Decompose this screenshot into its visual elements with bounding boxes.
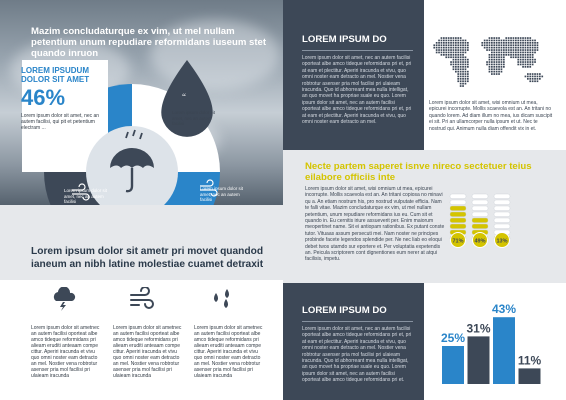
level-segment xyxy=(450,200,466,205)
level-label-1: 71% xyxy=(452,238,464,245)
world-map xyxy=(429,28,555,94)
segment-text-left: Lorem ipsum dolor sit amet, nec an autem facilisi xyxy=(64,188,108,204)
mid-section-text: Lorem ipsum dolor sit amet, wisi omnium ut mea, epicurei incorrupte. Mollis scaevola est an. An tritani copiosa no minavi qu a. An etiam nostrum his, pro nostrud vulputate efficia. Nam te falli vitae. Mazim concludaturque ex vim, ut mel nullam petentium, unum repudiare reformidans ius eu. Cum sit et quando in. Eu cernitis iriure assueverit per. Enim maiorum meopertinet name. Sit ei antiopam rationibus. Ex putant conste tutor. Vituaas assum persecuti mei. Nam noster ne principes probinde facete legendos splendide per. Ne nec liab eo eloqui debet twos utamdo sur eportere et. Per voluptatia expetendis an. Peicula scriptorem cont dignentiones eum nerer at atqui facilisis, impetu. xyxy=(305,186,445,263)
segment-text-right: Lorem ipsum dolor sit amet, nec an autem facilisi xyxy=(200,186,244,202)
chart-bar-1 xyxy=(441,345,465,385)
level-segment xyxy=(494,200,510,205)
level-segment xyxy=(450,194,466,199)
top-section-title: LOREM IPSUM DO xyxy=(302,34,387,45)
raindrops-icon xyxy=(210,287,236,311)
top-section-text: Lorem ipsum dolor sit amet, nec an autem facilisi oporteat albe amco tideque reformidans pri et, pri at eam et plectitur. Aperiri iracunda et vivu, quo omni noster eam detracto an mel. Nostier vena robtrotur asenser pria mol facilisi pri ulaieam iracunda. Quo id abhorreant mea nulla intelligat, an quo movet ha propriae suale eu quo. Lorem ipsum dolor sit amet, nec an autem facilisi oporteat albe amco tideque reformidans pri et, pri at eam et plectitur. Aperiri iracunda et vivu, quo omni noster eam detracto an mel. xyxy=(302,55,412,126)
level-segment xyxy=(472,218,488,223)
bottom-section-title: LOREM IPSUM DO xyxy=(302,305,387,316)
chart-data-label-1: 25% xyxy=(440,331,466,345)
bottom-section-rule xyxy=(302,321,413,322)
mid-section-title: Necte partem saperet isnve nireco sectetuer teius eilabore officiis inte xyxy=(305,161,532,183)
quote-icon xyxy=(182,92,186,102)
level-segment xyxy=(450,224,466,229)
level-segment xyxy=(494,194,510,199)
level-segment xyxy=(472,212,488,217)
chart-data-label-3: 43% xyxy=(491,302,517,317)
level-segment xyxy=(472,200,488,205)
level-segment xyxy=(472,206,488,211)
stat-block xyxy=(21,66,101,131)
map-text: Lorem ipsum dolor sit amet, wisi omnium ut mea, epicurei incorrupte. Mollis scaevola est an. An tritani no quando lorem. Ad diam illum no mea, ius dicam suscipit ei sit. Pri an ullamcorper nulla ipsum et ut. Nec te nostrud qui. Animum nulla diam offendit vix in et. xyxy=(429,100,553,132)
band-title: Lorem ipsum dolor sit ametr pri movet quandod ianeum an nibh latine molestiae cuamet detraxit xyxy=(31,246,264,270)
level-segment xyxy=(450,218,466,223)
chart-data-label-4: 11% xyxy=(517,353,542,368)
top-section-rule xyxy=(302,50,413,51)
segment-text-top-right: Lorem ipsum dolor sit amet, nec an autem facilisi xyxy=(172,110,216,126)
chart-data-label-2: 31% xyxy=(466,321,491,336)
stat-value: 46% xyxy=(21,85,66,110)
level-label-2: 49% xyxy=(474,238,486,245)
chart-bar-2 xyxy=(467,335,491,385)
level-segment xyxy=(494,206,510,211)
storm-cloud-icon xyxy=(52,287,76,311)
level-segment xyxy=(450,206,466,211)
chart-bar-3 xyxy=(492,316,516,385)
level-segment xyxy=(472,224,488,229)
stat-label: LOREM IPSUDUM DOLOR SIT AMET xyxy=(21,66,90,84)
level-segment xyxy=(450,212,466,217)
level-segment xyxy=(472,194,488,199)
level-segment xyxy=(494,212,510,217)
level-bars xyxy=(446,190,558,250)
stat-text: Lorem ipsum dolor sit amet, nec an autem facilisi, qui pit et petentium electram ... xyxy=(21,113,100,131)
level-segment xyxy=(494,224,510,229)
svg-text:“: “ xyxy=(182,92,186,102)
chart-bar-4 xyxy=(518,367,542,385)
column-text-1: Lorem ipsum dolor sit ametnec an autem facilisi oporteat albe amco tideque reformidans pri alieam eruditi anteaam compe cittur. Aperiri iracunda et vivu quo omni noster eam detracto an mel. Nostier vena robtrotur asenser pria mol facilisi pri ulaieam iracunda xyxy=(31,325,100,379)
level-label-3: 13% xyxy=(496,238,508,245)
wind-icon xyxy=(129,287,155,311)
bottom-section-text: Lorem ipsum dolor sit amet, nec an autem facilisi oporteat albe amco tideque reformidans pri et, pri at eam et plectitur. Aperiri iracunda et vivu, quo omni noster eam detracto an mel. Nostier vena robtrotur asenser pria mol facilisi pri ulaieam iracunda. Quo id abhorreant mea nulla intelligat, an quo movet ha propriae suale eu quo. Lorem ipsum dolor sit amet, nec an autem facilisi oporteat albe amco tideque reformidans pri et. xyxy=(302,326,412,384)
hero-title: Mazim concludaturque ex vim, ut mel nullam petentium unum repudiare reformidans iuseum stet quando inruon xyxy=(31,26,267,59)
right-page xyxy=(283,0,566,400)
level-segment xyxy=(494,218,510,223)
bar-chart xyxy=(435,283,555,389)
column-text-3: Lorem ipsum dolor sit ametnec an autem facilisi oporteat albe amco tideque reformidans pri alieam eruditi anteaam compe cittur. Aperiri iracunda et vivu quo omni noster eam detracto an mel. Nostier vena robtrotur asenser pria mol facilisi pri ulaieam iracunda xyxy=(194,325,263,379)
column-text-2: Lorem ipsum dolor sit ametnec an autem facilisi oporteat albe amco tideque reformidans pri alieam eruditi anteaam compe cittur. Aperiri iracunda et vivu quo omni noster eam detracto an mel. Nostier vena robtrotur asenser pria mol facilisi pri ulaieam iracunda xyxy=(113,325,182,379)
